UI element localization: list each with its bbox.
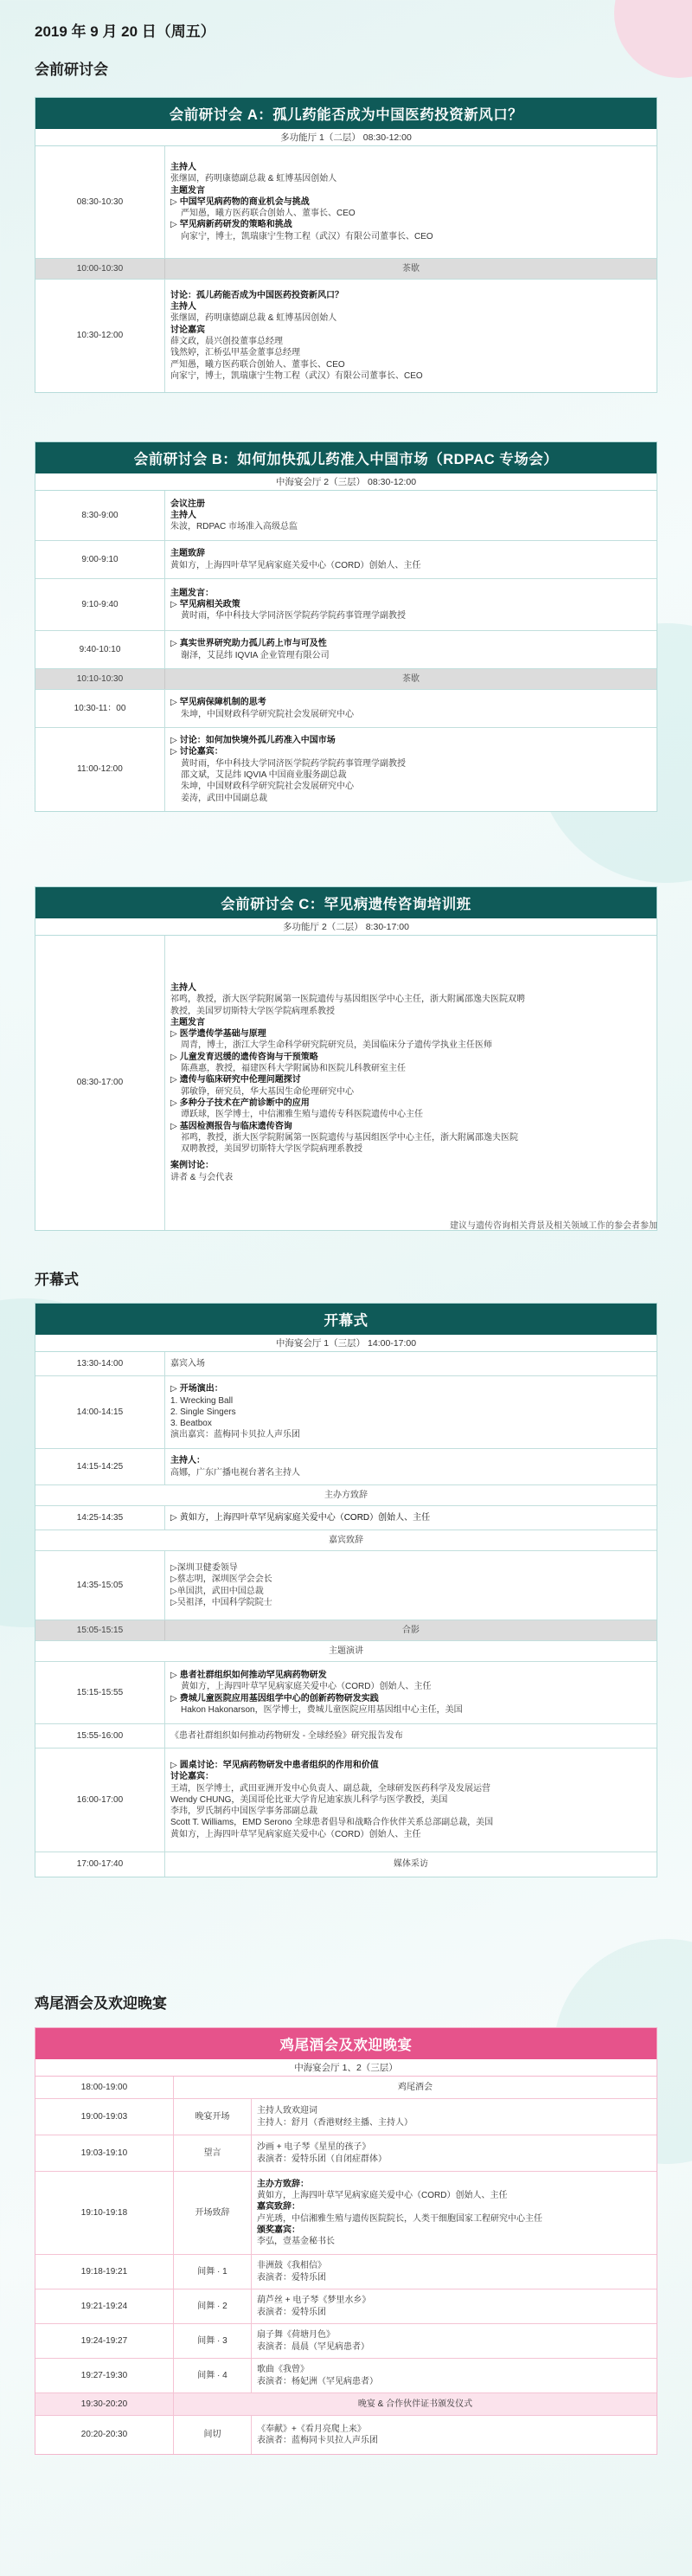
text-line: Hakon Hakonarson，医学博士，费城儿童医院应用基因组中心主任，美国 bbox=[181, 1704, 463, 1715]
row-content bbox=[252, 2172, 657, 2254]
decor-circle-top-right bbox=[614, 0, 692, 78]
band-title: 嘉宾致辞 bbox=[329, 1535, 363, 1545]
text-line: 主持人：舒月（香港财经主播、主持人） bbox=[257, 2117, 413, 2128]
text-line: 遗传与临床研究中伦理问题探讨 bbox=[179, 1075, 301, 1085]
workshop-c-footnote: 建议与遗传咨询相关背景及相关领域工作的参会者参加 bbox=[450, 1221, 657, 1231]
row-content bbox=[165, 728, 657, 811]
agenda-item bbox=[170, 1028, 651, 1040]
program-name: 晚宴开场 bbox=[174, 2099, 252, 2135]
row-content bbox=[165, 280, 657, 392]
triangle-bullet-icon: ▷ bbox=[170, 1586, 177, 1596]
text-line: 钱然婷，汇桥弘甲基金董事总经理 bbox=[170, 348, 300, 358]
agenda-item bbox=[170, 1098, 651, 1109]
triangle-bullet-icon: ▷ bbox=[170, 1597, 177, 1607]
table-row bbox=[35, 728, 657, 811]
triangle-bullet-icon: ▷ bbox=[170, 736, 177, 746]
text-line: 罕见病保障机制的思考 bbox=[179, 698, 266, 708]
text-line: 主持人： bbox=[170, 1456, 205, 1466]
triangle-bullet-icon: ▷ bbox=[170, 1760, 177, 1770]
table-row bbox=[35, 1376, 657, 1449]
text-line: 罕见病新药研发的策略和挑战 bbox=[179, 220, 292, 230]
row-content: 媒体采访 bbox=[394, 1859, 428, 1870]
text-line: 郭敏铮，研究员，华大基因生命伦理研究中心 bbox=[181, 1086, 354, 1097]
text-line: 表演者：爱特乐团（自闭症群体） bbox=[257, 2154, 387, 2164]
row-time: 9:40-10:10 bbox=[35, 631, 165, 668]
agenda-item bbox=[170, 196, 651, 208]
table-row bbox=[35, 1662, 657, 1724]
program-name: 间舞 · 1 bbox=[174, 2255, 252, 2289]
text-line: 张继固，药明康德副总裁 & 虹博基因创始人 bbox=[170, 174, 337, 184]
agenda-item bbox=[170, 746, 651, 757]
text-line: 周青，博士，浙江大学生命科学研究院研究员，美国临床分子遗传学执业主任医师 bbox=[181, 1040, 492, 1051]
triangle-bullet-icon: ▷ bbox=[170, 747, 177, 757]
row-time: 15:55-16:00 bbox=[35, 1724, 165, 1748]
table-row bbox=[35, 491, 657, 541]
text-line: 薛文政，晨兴创投董事总经理 bbox=[170, 337, 283, 346]
text-line: 讨论嘉宾： bbox=[179, 747, 223, 757]
text-line: 医学遗传学基础与原理 bbox=[179, 1029, 266, 1040]
triangle-bullet-icon: ▷ bbox=[170, 220, 177, 230]
row-content: 茶歇 bbox=[402, 263, 420, 274]
agenda-item bbox=[170, 1562, 651, 1574]
row-time: 15:15-15:55 bbox=[35, 1662, 165, 1723]
text-line: 主题致辞 bbox=[170, 549, 205, 559]
workshop-b-title: 会前研讨会 B：如何加快孤儿药准入中国市场（RDPAC 专场会） bbox=[35, 442, 657, 473]
program-name: 间舞 · 4 bbox=[174, 2359, 252, 2392]
row-content bbox=[165, 579, 657, 630]
text-line: 祁鸣，教授，浙大医学院附属第一医院遗传与基因组医学中心主任，浙大附属邵逸夫医院 bbox=[181, 1132, 518, 1143]
text-line: 基因检测报告与临床遗传咨询 bbox=[179, 1121, 292, 1131]
triangle-bullet-icon: ▷ bbox=[170, 1384, 177, 1394]
agenda-item bbox=[170, 599, 651, 610]
row-time: 19:18-19:21 bbox=[35, 2255, 174, 2289]
section-title-cocktail: 鸡尾酒会及欢迎晚宴 bbox=[35, 1995, 167, 2012]
table-row bbox=[35, 2416, 657, 2454]
triangle-bullet-icon: ▷ bbox=[170, 1562, 177, 1573]
table-row-break bbox=[35, 669, 657, 690]
text-line: 主持人致欢迎词 bbox=[257, 2106, 317, 2116]
table-row-break bbox=[35, 1620, 657, 1641]
triangle-bullet-icon: ▷ bbox=[170, 1575, 177, 1585]
triangle-bullet-icon: ▷ bbox=[170, 1670, 177, 1680]
agenda-item bbox=[170, 638, 651, 649]
row-time: 14:35-15:05 bbox=[35, 1551, 165, 1620]
text-line: 讨论：如何加快境外孤儿药准入中国市场 bbox=[179, 736, 336, 746]
text-line: 主题发言： bbox=[170, 588, 214, 598]
text-line: 黄时雨，华中科技大学同济医学院药学院药事管理学副教授 bbox=[181, 758, 406, 769]
row-content bbox=[252, 2289, 657, 2323]
row-content bbox=[165, 1449, 657, 1484]
text-line: 卢光琇，中信湘雅生殖与遗传医院院长，人类干细胞国家工程研究中心主任 bbox=[257, 2213, 542, 2224]
row-content bbox=[252, 2324, 657, 2358]
text-line: 患者社群组织如何推动罕见病药物研发 bbox=[179, 1670, 327, 1680]
table-row-band bbox=[35, 1485, 657, 1506]
band-title: 主办方致辞 bbox=[324, 1490, 368, 1500]
row-time: 9:10-9:40 bbox=[35, 579, 165, 630]
row-content bbox=[165, 1748, 657, 1852]
triangle-bullet-icon: ▷ bbox=[170, 1029, 177, 1040]
text-line: 王靖，医学博士，武田亚洲开发中心负责人、副总裁，全球研发医药科学及发展运营 bbox=[170, 1783, 490, 1794]
agenda-item bbox=[170, 697, 651, 708]
text-line: 吴祖泽，中国科学院院士 bbox=[176, 1597, 272, 1607]
text-line: 黄如方，上海四叶草罕见病家庭关爱中心（CORD）创始人、主任 bbox=[179, 1512, 431, 1523]
text-line: 主办方致辞： bbox=[257, 2179, 309, 2189]
text-line: 《奉献》+《看月亮爬上来》 bbox=[257, 2424, 366, 2434]
row-content bbox=[252, 2255, 657, 2289]
row-content bbox=[165, 491, 657, 540]
text-line: 李弘，壹基金秘书长 bbox=[257, 2237, 335, 2247]
text-line: 高娜，广东广播电视台著名主持人 bbox=[170, 1467, 300, 1478]
text-line: 谢泽，艾昆纬 IQVIA 企业管理有限公司 bbox=[181, 650, 330, 660]
row-content bbox=[252, 2359, 657, 2392]
text-line: 表演者：爱特乐团 bbox=[257, 2272, 326, 2283]
row-time: 08:30-17:00 bbox=[35, 936, 165, 1230]
agenda-item bbox=[170, 1121, 651, 1132]
text-line: 费城儿童医院应用基因组学中心的创新药物研发实践 bbox=[179, 1693, 379, 1703]
workshop-c-title: 会前研讨会 C：罕见病遗传咨询培训班 bbox=[35, 887, 657, 918]
row-time: 19:30-20:20 bbox=[35, 2393, 174, 2415]
table-row-break bbox=[35, 259, 657, 280]
triangle-bullet-icon: ▷ bbox=[170, 1693, 177, 1703]
text-line: 嘉宾致辞： bbox=[257, 2202, 300, 2212]
agenda-item bbox=[170, 1670, 651, 1681]
row-content bbox=[252, 2099, 657, 2135]
text-line: 沙画 + 电子琴《星星的孩子》 bbox=[257, 2142, 371, 2153]
row-time: 8:30-9:00 bbox=[35, 491, 165, 540]
agenda-item bbox=[170, 1597, 651, 1608]
row-time: 18:00-19:00 bbox=[35, 2077, 174, 2098]
text-line: 姜涛，武田中国副总裁 bbox=[181, 793, 267, 803]
program-name: 间切 bbox=[174, 2416, 252, 2454]
text-line: 案例讨论： bbox=[170, 1161, 214, 1171]
row-content: 晚宴 & 合作伙伴证书颁发仪式 bbox=[357, 2399, 473, 2409]
table-row bbox=[35, 2172, 657, 2255]
row-time: 08:30-10:30 bbox=[35, 146, 165, 258]
text-line: 1. Wrecking Ball bbox=[170, 1395, 234, 1406]
agenda-item bbox=[170, 1586, 651, 1597]
text-line: 非洲鼓《我相信》 bbox=[257, 2261, 326, 2271]
table-row bbox=[35, 690, 657, 728]
triangle-bullet-icon: ▷ bbox=[170, 698, 177, 708]
program-name: 间舞 · 2 bbox=[174, 2289, 252, 2323]
row-time: 19:27-19:30 bbox=[35, 2359, 174, 2392]
text-line: 向家宁，博士，凯瑞康宁生物工程（武汉）有限公司董事长、CEO bbox=[181, 231, 433, 242]
text-line: Scott T. Williams，EMD Serono 全球患者倡导和战略合作伙伴关系总部副总裁，美国 bbox=[170, 1818, 494, 1828]
triangle-bullet-icon: ▷ bbox=[170, 639, 177, 649]
program-name: 望言 bbox=[174, 2135, 252, 2171]
agenda-item bbox=[170, 735, 651, 746]
text-line: 葫芦丝 + 电子琴《梦里水乡》 bbox=[257, 2296, 371, 2306]
workshop-a-title: 会前研讨会 A：孤儿药能否成为中国医药投资新风口？ bbox=[35, 98, 657, 129]
text-line: 演出嘉宾：蓝梅同卡贝拉人声乐团 bbox=[170, 1430, 300, 1440]
text-line: 表演者：杨妃洲（罕见病患者） bbox=[257, 2376, 378, 2386]
page-date: 2019 年 9 月 20 日（周五） bbox=[35, 23, 215, 40]
row-time: 14:25-14:35 bbox=[35, 1506, 165, 1530]
row-content bbox=[165, 1662, 657, 1723]
triangle-bullet-icon: ▷ bbox=[170, 1512, 177, 1523]
row-time: 10:30-12:00 bbox=[35, 280, 165, 392]
text-line: 深圳卫健委领导 bbox=[176, 1562, 238, 1573]
text-line: 3. Beatbox bbox=[170, 1419, 212, 1429]
workshop-c-card bbox=[35, 886, 657, 1231]
table-row bbox=[35, 2324, 657, 2359]
table-row bbox=[35, 2099, 657, 2135]
text-line: 会议注册 bbox=[170, 499, 205, 509]
workshop-a-venue: 多功能厅 1（二层） 08:30-12:00 bbox=[35, 129, 657, 146]
opening-title: 开幕式 bbox=[35, 1304, 657, 1335]
row-time: 16:00-17:00 bbox=[35, 1748, 165, 1852]
row-time: 20:20-20:30 bbox=[35, 2416, 174, 2454]
table-row bbox=[35, 280, 657, 392]
text-line: 向家宁，博士，凯瑞康宁生物工程（武汉）有限公司董事长、CEO bbox=[170, 370, 423, 381]
text-line: 扇子舞《荷塘月色》 bbox=[257, 2330, 335, 2341]
table-row-band bbox=[35, 1530, 657, 1551]
text-line: 黄如方，上海四叶草罕见病家庭关爱中心（CORD）创始人、主任 bbox=[181, 1682, 432, 1692]
row-content: 合影 bbox=[402, 1625, 420, 1635]
text-line: 李玮，罗氏制药中国医学事务部副总裁 bbox=[170, 1806, 317, 1817]
opening-card bbox=[35, 1303, 657, 1877]
agenda-item bbox=[170, 1693, 651, 1704]
table-row bbox=[35, 541, 657, 579]
row-time: 15:05-15:15 bbox=[35, 1620, 165, 1640]
table-row bbox=[35, 936, 657, 1230]
text-line: 蔡志明，深圳医学会会长 bbox=[176, 1575, 272, 1585]
table-row bbox=[35, 579, 657, 631]
text-line: 黄时雨，华中科技大学同济医学院药学院药事管理学副教授 bbox=[181, 611, 406, 621]
text-line: 歌曲《我曾》 bbox=[257, 2365, 309, 2375]
row-time: 19:10-19:18 bbox=[35, 2172, 174, 2254]
text-line: 儿童发育迟缓的遗传咨询与干预策略 bbox=[179, 1052, 318, 1062]
row-content bbox=[252, 2135, 657, 2171]
table-row bbox=[35, 1449, 657, 1485]
text-line: 开场演出： bbox=[179, 1384, 223, 1394]
table-row bbox=[35, 2393, 657, 2416]
text-line: 多种分子技术在产前诊断中的应用 bbox=[179, 1098, 310, 1108]
row-time: 19:00-19:03 bbox=[35, 2099, 174, 2135]
text-line: 表演者：爱特乐团 bbox=[257, 2307, 326, 2317]
agenda-item bbox=[170, 1760, 651, 1771]
text-line: 严知愚，曦方医药联合创始人、董事长、CEO bbox=[181, 209, 356, 219]
text-line: 黄如方，上海四叶草罕见病家庭关爱中心（CORD）创始人、主任 bbox=[170, 560, 421, 570]
table-row bbox=[35, 2255, 657, 2289]
triangle-bullet-icon: ▷ bbox=[170, 599, 177, 609]
program-name: 开场致辞 bbox=[174, 2172, 252, 2254]
table-row bbox=[35, 146, 657, 259]
text-line: 严知愚，曦方医药联合创始人、董事长、CEO bbox=[170, 359, 345, 370]
text-line: 祁鸣，教授，浙大医学院附属第一医院遗传与基因组医学中心主任，浙大附属邵逸夫医院双聘 bbox=[170, 995, 525, 1005]
row-time: 11:00-12:00 bbox=[35, 728, 165, 811]
text-line: 讨论：孤儿药能否成为中国医药投资新风口？ bbox=[170, 290, 343, 300]
text-line: 黄如方，上海四叶草罕见病家庭关爱中心（CORD）创始人、主任 bbox=[170, 1829, 421, 1839]
row-content: 鸡尾酒会 bbox=[398, 2082, 432, 2092]
text-line: 中国罕见病药物的商业机会与挑战 bbox=[179, 196, 310, 207]
triangle-bullet-icon: ▷ bbox=[170, 1121, 177, 1131]
opening-venue: 中海宴会厅 1（三层） 14:00-17:00 bbox=[35, 1335, 657, 1352]
text-line: 黄如方，上海四叶草罕见病家庭关爱中心（CORD）创始人、主任 bbox=[257, 2190, 508, 2200]
text-line: 陈燕惠，教授，福建医科大学附属协和医院儿科教研室主任 bbox=[181, 1064, 406, 1074]
text-line: 讲者 & 与会代表 bbox=[170, 1172, 234, 1182]
text-line: 2. Single Singers bbox=[170, 1407, 236, 1417]
agenda-item bbox=[170, 1383, 651, 1394]
text-line: 主题发言 bbox=[170, 185, 205, 196]
triangle-bullet-icon: ▷ bbox=[170, 196, 177, 207]
row-content bbox=[165, 541, 657, 578]
table-row-band bbox=[35, 1641, 657, 1662]
text-line: 谭跃球，医学博士，中信湘雅生殖与遗传专科医院遗传中心主任 bbox=[181, 1110, 423, 1120]
workshop-c-venue: 多功能厅 2（二层） 8:30-17:00 bbox=[35, 918, 657, 936]
row-content: 茶歇 bbox=[402, 673, 420, 684]
text-line: 罕见病相关政策 bbox=[179, 599, 240, 609]
section-title-workshops: 会前研讨会 bbox=[35, 61, 108, 78]
row-time: 14:15-14:25 bbox=[35, 1449, 165, 1484]
agenda-item bbox=[170, 1074, 651, 1085]
text-line: 朱坤，中国财政科学研究院社会发展研究中心 bbox=[181, 709, 354, 719]
table-row bbox=[35, 1551, 657, 1620]
text-line: 双聘教授，美国罗切斯特大学医学院病理系教授 bbox=[181, 1144, 362, 1155]
row-time: 10:00-10:30 bbox=[35, 259, 165, 279]
text-line: 主持人 bbox=[170, 982, 196, 993]
text-line: 讨论嘉宾： bbox=[170, 1772, 214, 1782]
text-line: 教授，美国罗切斯特大学医学院病理系教授 bbox=[170, 1006, 335, 1016]
text-line: 邵文斌，艾昆纬 IQVIA 中国商业服务副总裁 bbox=[181, 770, 347, 780]
text-line: 朱坤，中国财政科学研究院社会发展研究中心 bbox=[181, 782, 354, 792]
text-line: 张继固，药明康德副总裁 & 虹博基因创始人 bbox=[170, 313, 337, 324]
row-content bbox=[165, 631, 657, 668]
row-content bbox=[165, 1376, 657, 1448]
triangle-bullet-icon: ▷ bbox=[170, 1098, 177, 1108]
workshop-b-card bbox=[35, 441, 657, 812]
row-time: 9:00-9:10 bbox=[35, 541, 165, 578]
row-content bbox=[165, 936, 657, 1230]
text-line: 讨论嘉宾 bbox=[170, 325, 205, 335]
text-line: 主题发言 bbox=[170, 1017, 205, 1027]
table-row bbox=[35, 2359, 657, 2393]
row-content bbox=[165, 146, 657, 258]
agenda-item bbox=[170, 1574, 651, 1585]
workshop-a-card bbox=[35, 97, 657, 393]
cocktail-card bbox=[35, 2027, 657, 2455]
row-time: 19:24-19:27 bbox=[35, 2324, 174, 2358]
row-time: 10:10-10:30 bbox=[35, 669, 165, 689]
table-row bbox=[35, 2135, 657, 2172]
agenda-item bbox=[170, 1512, 651, 1523]
table-row bbox=[35, 2077, 657, 2099]
text-line: 单国洪，武田中国总裁 bbox=[176, 1586, 264, 1596]
table-row bbox=[35, 2289, 657, 2324]
workshop-b-venue: 中海宴会厅 2（三层） 08:30-12:00 bbox=[35, 473, 657, 491]
row-content bbox=[252, 2416, 657, 2454]
text-line: 真实世界研究助力孤儿药上市与可及性 bbox=[179, 639, 327, 649]
triangle-bullet-icon: ▷ bbox=[170, 1052, 177, 1062]
text-line: 表演者：晨晨（罕见病患者） bbox=[257, 2341, 369, 2352]
row-time: 10:30-11：00 bbox=[35, 690, 165, 727]
program-name: 间舞 · 3 bbox=[174, 2324, 252, 2358]
row-content bbox=[165, 690, 657, 727]
text-line: 圆桌讨论：罕见病药物研发中患者组织的作用和价值 bbox=[179, 1760, 379, 1770]
text-line: 主持人 bbox=[170, 302, 196, 312]
row-content: 嘉宾入场 bbox=[170, 1358, 205, 1368]
table-row bbox=[35, 631, 657, 669]
table-row bbox=[35, 1852, 657, 1877]
row-time: 19:03-19:10 bbox=[35, 2135, 174, 2171]
band-title: 主题演讲 bbox=[329, 1645, 363, 1656]
row-time: 19:21-19:24 bbox=[35, 2289, 174, 2323]
text-line: 主持人 bbox=[170, 162, 196, 172]
row-content bbox=[165, 1551, 657, 1620]
table-row bbox=[35, 1352, 657, 1376]
text-line: 朱波，RDPAC 市场准入高级总监 bbox=[170, 522, 298, 532]
text-line: 表演者：蓝梅同卡贝拉人声乐团 bbox=[257, 2436, 378, 2445]
text-line: Wendy CHUNG，美国哥伦比亚大学肯尼迪家族儿科学与医学教授，美国 bbox=[170, 1794, 448, 1805]
row-content bbox=[165, 1506, 657, 1530]
triangle-bullet-icon: ▷ bbox=[170, 1075, 177, 1085]
table-row bbox=[35, 1748, 657, 1852]
row-time: 17:00-17:40 bbox=[35, 1852, 165, 1877]
table-row bbox=[35, 1506, 657, 1530]
cocktail-venue: 中海宴会厅 1、2（三层） bbox=[35, 2059, 657, 2077]
agenda-item bbox=[170, 1052, 651, 1063]
table-row bbox=[35, 1724, 657, 1748]
row-time: 14:00-14:15 bbox=[35, 1376, 165, 1448]
row-content: 《患者社群组织如何推动药物研发 - 全球经验》研究报告发布 bbox=[170, 1730, 403, 1741]
section-title-opening: 开幕式 bbox=[35, 1272, 79, 1288]
text-line: 颁奖嘉宾： bbox=[257, 2225, 300, 2235]
text-line: 主持人 bbox=[170, 510, 196, 520]
row-time: 13:30-14:00 bbox=[35, 1352, 165, 1375]
cocktail-title: 鸡尾酒会及欢迎晚宴 bbox=[35, 2028, 657, 2059]
agenda-item bbox=[170, 219, 651, 230]
